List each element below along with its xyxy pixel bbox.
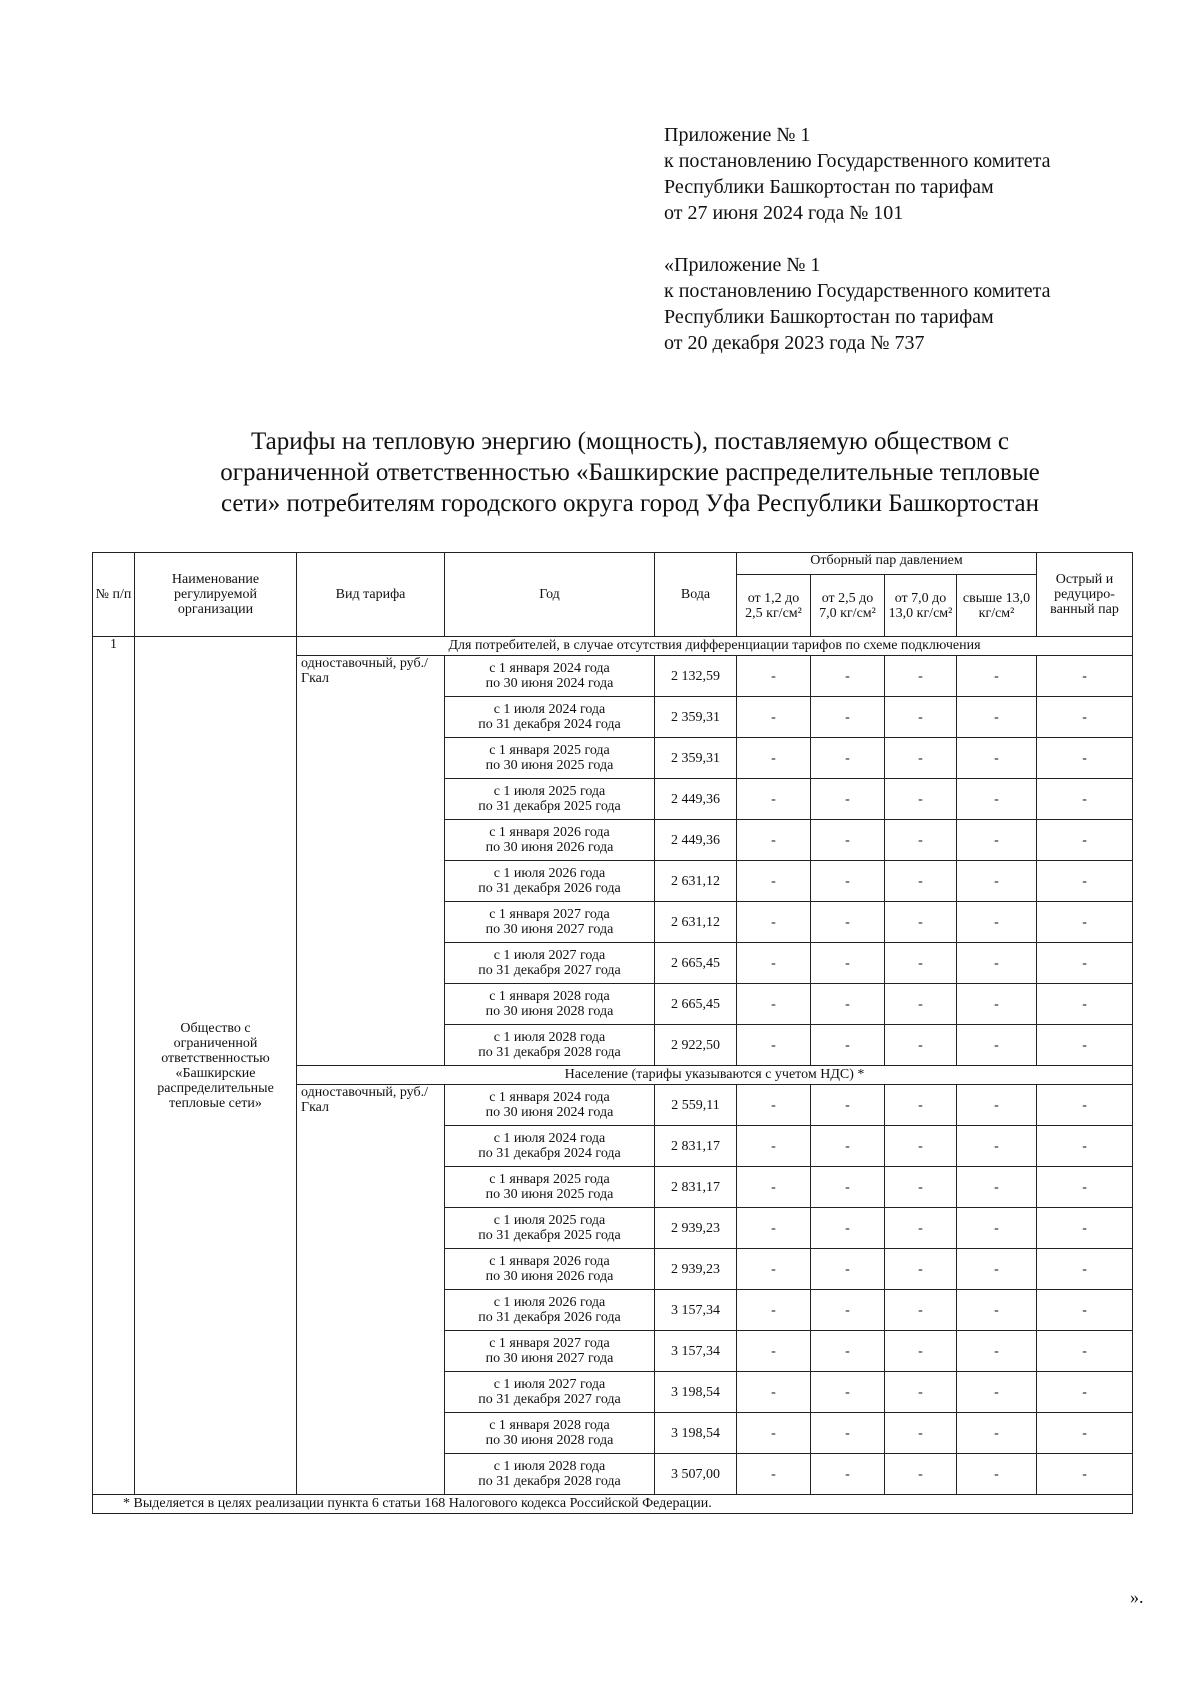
footnote: * Выделяется в целях реализации пункта 6 статьи 168 Налогового кодекса Российской Федерации. [93,1495,1133,1514]
period-end: по 31 декабря 2027 года [478,1392,621,1407]
period-cell [445,1085,655,1126]
period-start: с 1 июля 2026 года [493,866,606,881]
empty-tariff-dash: - [737,1126,811,1167]
water-tariff: 3 198,54 [655,1413,737,1454]
header-steam-group: Отборный пар давлением [737,553,1037,575]
period-end: по 30 июня 2027 года [485,922,614,937]
period-end: по 30 июня 2028 года [485,1433,614,1448]
empty-tariff-dash: - [811,861,885,902]
header-year: Год [445,553,655,637]
water-tariff: 3 507,00 [655,1454,737,1495]
empty-tariff-dash: - [957,943,1037,984]
empty-tariff-dash: - [737,984,811,1025]
appendix-line: Республики Башкортостан по тарифам [664,176,994,198]
appendix-line: от 27 июня 2024 года № 101 [664,202,904,224]
empty-tariff-dash: - [957,656,1037,697]
period-cell [445,1331,655,1372]
period-end: по 30 июня 2028 года [485,1004,614,1019]
period-cell [445,820,655,861]
header-steam-4: свыше 13,0 кг/см² [957,575,1037,637]
period-start: с 1 января 2025 года [489,1172,610,1187]
empty-tariff-dash: - [811,820,885,861]
section-title: Население (тарифы указываются с учетом НДС) * [297,1066,1133,1085]
empty-tariff-dash: - [1037,1208,1133,1249]
empty-tariff-dash: - [811,902,885,943]
empty-tariff-dash: - [811,1025,885,1066]
empty-tariff-dash: - [811,779,885,820]
period-end: по 31 декабря 2026 года [478,881,621,896]
empty-tariff-dash: - [811,1290,885,1331]
period-end: по 31 декабря 2028 года [478,1045,621,1060]
appendix-current-block [664,122,1051,226]
empty-tariff-dash: - [737,779,811,820]
empty-tariff-dash: - [957,1085,1037,1126]
period-start: с 1 января 2028 года [489,989,610,1004]
title-line: сети» потребителям городского округа город Уфа Республики Башкортостан [220,490,1040,517]
period-start: с 1 июля 2024 года [493,1131,606,1146]
empty-tariff-dash: - [737,1208,811,1249]
header-org: Наименование регулируемой организации [135,553,297,637]
empty-tariff-dash: - [1037,1126,1133,1167]
period-cell [445,1454,655,1495]
empty-tariff-dash: - [885,820,957,861]
tariff-kind: одноставочный, руб./Гкал [297,656,445,1066]
empty-tariff-dash: - [737,697,811,738]
empty-tariff-dash: - [1037,861,1133,902]
water-tariff: 2 831,17 [655,1126,737,1167]
period-start: с 1 января 2028 года [489,1418,610,1433]
appendix-line: Республики Башкортостан по тарифам [664,306,994,328]
water-tariff: 2 132,59 [655,656,737,697]
period-cell [445,1208,655,1249]
header-sharp-steam: Острый и редуциро-ванный пар [1037,553,1133,637]
empty-tariff-dash: - [957,1126,1037,1167]
empty-tariff-dash: - [957,1025,1037,1066]
empty-tariff-dash: - [737,1290,811,1331]
empty-tariff-dash: - [811,1372,885,1413]
empty-tariff-dash: - [957,779,1037,820]
period-end: по 31 декабря 2026 года [478,1310,621,1325]
water-tariff: 3 157,34 [655,1290,737,1331]
empty-tariff-dash: - [1037,1454,1133,1495]
period-cell [445,1025,655,1066]
empty-tariff-dash: - [1037,1372,1133,1413]
empty-tariff-dash: - [1037,1025,1133,1066]
period-cell [445,1372,655,1413]
empty-tariff-dash: - [737,1331,811,1372]
water-tariff: 2 631,12 [655,902,737,943]
empty-tariff-dash: - [737,820,811,861]
empty-tariff-dash: - [737,1413,811,1454]
period-start: с 1 июля 2027 года [493,1377,606,1392]
empty-tariff-dash: - [957,861,1037,902]
period-start: с 1 января 2026 года [489,1254,610,1269]
water-tariff: 2 449,36 [655,820,737,861]
empty-tariff-dash: - [811,1085,885,1126]
period-end: по 30 июня 2027 года [485,1351,614,1366]
appendix-previous-block [664,252,1051,356]
period-cell [445,943,655,984]
empty-tariff-dash: - [811,1208,885,1249]
empty-tariff-dash: - [737,943,811,984]
row-number: 1 [93,637,135,1495]
empty-tariff-dash: - [957,1372,1037,1413]
water-tariff: 2 831,17 [655,1167,737,1208]
empty-tariff-dash: - [885,1126,957,1167]
water-tariff: 2 922,50 [655,1025,737,1066]
empty-tariff-dash: - [885,1208,957,1249]
period-start: с 1 января 2025 года [489,743,610,758]
empty-tariff-dash: - [811,1249,885,1290]
empty-tariff-dash: - [1037,656,1133,697]
appendix-line: «Приложение № 1 [664,254,821,276]
section-title: Для потребителей, в случае отсутствия дифференциации тарифов по схеме подключения [297,637,1133,656]
header-steam-3: от 7,0 до 13,0 кг/см² [885,575,957,637]
period-end: по 30 июня 2024 года [485,676,614,691]
empty-tariff-dash: - [1037,1331,1133,1372]
empty-tariff-dash: - [885,1025,957,1066]
appendix-line: к постановлению Государственного комитета [664,280,1051,302]
empty-tariff-dash: - [811,1454,885,1495]
empty-tariff-dash: - [957,820,1037,861]
period-start: с 1 июля 2025 года [493,784,606,799]
water-tariff: 2 559,11 [655,1085,737,1126]
empty-tariff-dash: - [885,1085,957,1126]
empty-tariff-dash: - [1037,820,1133,861]
empty-tariff-dash: - [1037,984,1133,1025]
document-title [120,426,1140,519]
period-cell [445,902,655,943]
empty-tariff-dash: - [737,1372,811,1413]
period-cell [445,1249,655,1290]
water-tariff: 2 359,31 [655,697,737,738]
empty-tariff-dash: - [737,1085,811,1126]
period-end: по 31 декабря 2024 года [478,1146,621,1161]
empty-tariff-dash: - [957,1249,1037,1290]
empty-tariff-dash: - [957,1167,1037,1208]
empty-tariff-dash: - [885,1413,957,1454]
header-steam-2: от 2,5 до 7,0 кг/см² [811,575,885,637]
water-tariff: 3 198,54 [655,1372,737,1413]
period-start: с 1 января 2024 года [489,1090,610,1105]
water-tariff: 2 665,45 [655,984,737,1025]
period-cell [445,984,655,1025]
empty-tariff-dash: - [737,1167,811,1208]
empty-tariff-dash: - [737,1454,811,1495]
empty-tariff-dash: - [885,1290,957,1331]
period-start: с 1 июля 2028 года [493,1459,606,1474]
period-end: по 31 декабря 2027 года [478,963,621,978]
empty-tariff-dash: - [737,1025,811,1066]
empty-tariff-dash: - [885,738,957,779]
header-water: Вода [655,553,737,637]
empty-tariff-dash: - [957,738,1037,779]
water-tariff: 2 449,36 [655,779,737,820]
empty-tariff-dash: - [885,779,957,820]
empty-tariff-dash: - [885,943,957,984]
empty-tariff-dash: - [885,656,957,697]
empty-tariff-dash: - [885,1167,957,1208]
empty-tariff-dash: - [885,1331,957,1372]
empty-tariff-dash: - [885,1372,957,1413]
empty-tariff-dash: - [811,943,885,984]
section-header-row [93,637,1133,656]
period-start: с 1 июля 2028 года [493,1030,606,1045]
empty-tariff-dash: - [885,984,957,1025]
empty-tariff-dash: - [957,1208,1037,1249]
period-start: с 1 июля 2027 года [493,948,606,963]
empty-tariff-dash: - [737,1249,811,1290]
empty-tariff-dash: - [957,984,1037,1025]
closing-quote: ». [1130,1587,1144,1607]
water-tariff: 2 665,45 [655,943,737,984]
period-end: по 30 июня 2025 года [485,1187,614,1202]
empty-tariff-dash: - [1037,697,1133,738]
empty-tariff-dash: - [1037,902,1133,943]
period-start: с 1 июля 2025 года [493,1213,606,1228]
empty-tariff-dash: - [885,902,957,943]
period-cell [445,1126,655,1167]
empty-tariff-dash: - [957,1290,1037,1331]
period-cell [445,656,655,697]
empty-tariff-dash: - [811,1331,885,1372]
empty-tariff-dash: - [737,738,811,779]
period-cell [445,861,655,902]
empty-tariff-dash: - [957,1454,1037,1495]
period-start: с 1 января 2024 года [489,661,610,676]
empty-tariff-dash: - [957,697,1037,738]
empty-tariff-dash: - [737,861,811,902]
title-line: Тарифы на тепловую энергию (мощность), поставляемую обществом с [250,428,1009,455]
period-start: с 1 июля 2024 года [493,702,606,717]
water-tariff: 3 157,34 [655,1331,737,1372]
period-end: по 30 июня 2026 года [485,1269,614,1284]
period-start: с 1 января 2027 года [489,907,610,922]
empty-tariff-dash: - [811,697,885,738]
empty-tariff-dash: - [1037,943,1133,984]
appendix-line: Приложение № 1 [664,124,811,146]
period-cell [445,1167,655,1208]
organization-name: Общество с ограниченной ответственностью «Башкирские распределительные тепловые сети» [135,637,297,1495]
water-tariff: 2 939,23 [655,1208,737,1249]
empty-tariff-dash: - [1037,1085,1133,1126]
empty-tariff-dash: - [811,656,885,697]
period-cell [445,738,655,779]
period-end: по 30 июня 2025 года [485,758,614,773]
period-end: по 31 декабря 2025 года [478,799,621,814]
title-line: ограниченной ответственностью «Башкирские распределительные тепловые [220,459,1040,486]
empty-tariff-dash: - [1037,1249,1133,1290]
header-num: № п/п [93,553,135,637]
empty-tariff-dash: - [737,902,811,943]
empty-tariff-dash: - [811,738,885,779]
tariff-kind: одноставочный, руб./Гкал [297,1085,445,1495]
water-tariff: 2 939,23 [655,1249,737,1290]
empty-tariff-dash: - [1037,1413,1133,1454]
empty-tariff-dash: - [885,861,957,902]
period-cell [445,1413,655,1454]
empty-tariff-dash: - [957,1331,1037,1372]
period-cell [445,779,655,820]
empty-tariff-dash: - [1037,1167,1133,1208]
period-start: с 1 июля 2026 года [493,1295,606,1310]
appendix-line: от 20 декабря 2023 года № 737 [664,332,925,354]
tariff-table-body [93,637,1133,1495]
period-end: по 30 июня 2026 года [485,840,614,855]
header-steam-1: от 1,2 до 2,5 кг/см² [737,575,811,637]
period-start: с 1 января 2027 года [489,1336,610,1351]
appendix-line: к постановлению Государственного комитета [664,150,1051,172]
period-start: с 1 января 2026 года [489,825,610,840]
empty-tariff-dash: - [811,1126,885,1167]
period-cell [445,1290,655,1331]
empty-tariff-dash: - [811,1413,885,1454]
empty-tariff-dash: - [885,1454,957,1495]
header-kind: Вид тарифа [297,553,445,637]
empty-tariff-dash: - [957,1413,1037,1454]
empty-tariff-dash: - [957,902,1037,943]
empty-tariff-dash: - [737,656,811,697]
period-end: по 30 июня 2024 года [485,1105,614,1120]
empty-tariff-dash: - [1037,779,1133,820]
water-tariff: 2 631,12 [655,861,737,902]
period-end: по 31 декабря 2028 года [478,1474,621,1489]
period-end: по 31 декабря 2024 года [478,717,621,732]
empty-tariff-dash: - [885,697,957,738]
period-end: по 31 декабря 2025 года [478,1228,621,1243]
empty-tariff-dash: - [1037,738,1133,779]
period-cell [445,697,655,738]
empty-tariff-dash: - [885,1249,957,1290]
empty-tariff-dash: - [811,984,885,1025]
empty-tariff-dash: - [811,1167,885,1208]
tariff-table [92,552,1133,1514]
empty-tariff-dash: - [1037,1290,1133,1331]
water-tariff: 2 359,31 [655,738,737,779]
